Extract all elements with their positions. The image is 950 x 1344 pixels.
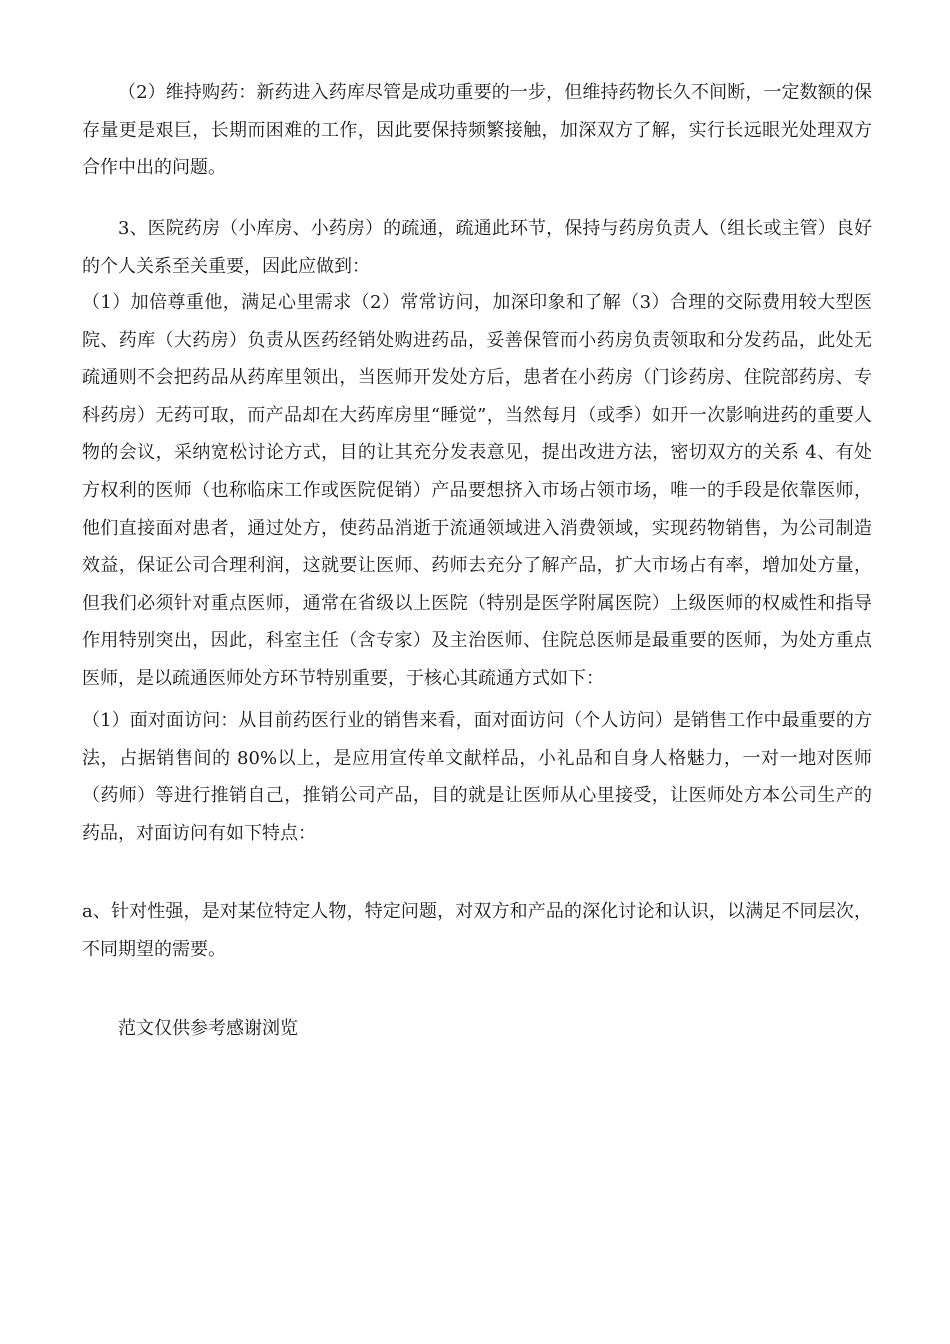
paragraph-pharmacy-measures: （1）加倍尊重他，满足心里需求（2）常常访问，加深印象和了解（3）合理的交际费用较大型医院、药库（大药房）负责从医药经销处购进药品，妥善保管而小药房负责领取和分发药品，此处无疏通则不会把药品从药库里领出，当医师开发处方后，患者在小药房（门诊药房、住院部药房、专科药房）无药可取，而产品却在大药库房里“睡觉”，当然每月（或季）如开一次影响进药的重要人物的会议，采纳宽松讨论方式，目的让其充分发表意见，提出改进方法，密切双方的关系 4、有处方权利的医师（也称临床工作或医院促销）产品要想挤入市场占领市场，唯一的手段是依靠医师，他们直接面对患者，通过处方，使药品消逝于流通领域进入消费领域，实现药物销售，为公司制造效益，保证公司合理利润，这就要让医师、药师去充分了解产品，扩大市场占有率，增加处方量，但我们必须针对重点医师，通常在省级以上医院（特别是医学附属医院）上级医师的权威性和指导作用特别突出，因此，科室主任（含专家）及主治医师、住院总医师是最重要的医师，为处方重点医师，是以疏通医师处方环节特别重要，于核心其疏通方式如下：	[82, 292, 872, 689]
paragraph-feature-a: a、针对性强，是对某位特定人物，特定问题，对双方和产品的深化讨论和认识，以满足不同层次，不同期望的需要。	[82, 901, 872, 960]
closing-note: 范文仅供参考感谢浏览	[118, 1018, 298, 1039]
paragraph-face-to-face-visit: （1）面对面访问：从目前药医行业的销售来看，面对面访问（个人访问）是销售工作中最重要的方法，占据销售间的 80%以上，是应用宣传单文献样品，小礼品和自身人格魅力，一对一地对医师（药师）等进行推销自己，推销公司产品，目的就是让医师从心里接受，让医师处方本公司生产的药品，对面访问有如下特点：	[82, 710, 872, 844]
paragraph-hospital-pharmacy: 3、医院药房（小库房、小药房）的疏通，疏通此环节，保持与药房负责人（组长或主管）良好的个人关系至关重要，因此应做到：	[82, 218, 872, 277]
paragraph-maintain-purchase: （2）维持购药：新药进入药库尽管是成功重要的一步，但维持药物长久不间断，一定数额的保存量更是艰巨，长期而困难的工作，因此要保持频繁接触，加深双方了解，实行长远眼光处理双方合作中出的问题。	[82, 82, 872, 179]
